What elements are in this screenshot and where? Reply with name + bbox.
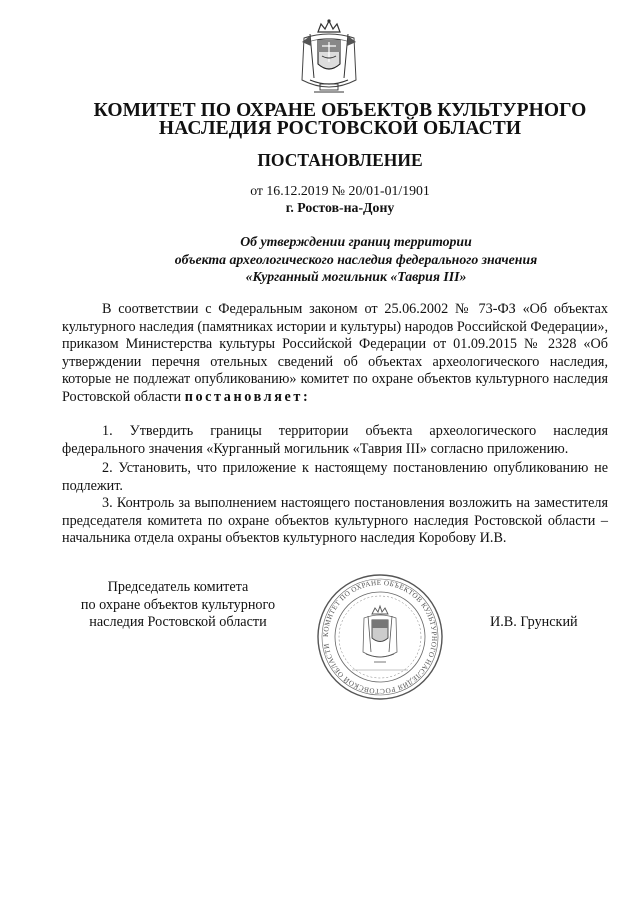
document-city: г. Ростов-на-Дону: [285, 200, 395, 215]
signatory-name: И.В. Грунский: [490, 614, 578, 630]
document-type: ПОСТАНОВЛЕНИЕ: [257, 150, 423, 170]
resolve-word: постановляет:: [184, 388, 311, 405]
intro-paragraph: [62, 301, 608, 406]
signatory-title-line3: наследия Ростовской области: [89, 614, 267, 630]
signatory-title: [68, 579, 288, 632]
official-seal-stamp: [314, 572, 446, 702]
organization-name-line1: КОМИТЕТ ПО ОХРАНЕ ОБЪЕКТОВ КУЛЬТУРНОГО: [93, 100, 587, 121]
signatory-title-line1: Председатель комитета: [107, 579, 249, 595]
svg-text:КОМИТЕТ ПО ОХРАНЕ ОБЪЕКТОВ КУЛ: КОМИТЕТ ПО ОХРАНЕ ОБЪЕКТОВ КУЛЬТУРНОГО НАСЛЕДИЯ РОСТОВСКОЙ ОБЛАСТИ: [321, 578, 439, 696]
coat-of-arms-emblem: [296, 18, 362, 100]
subject-line1: Об утверждении границ территории: [240, 234, 472, 249]
document-date-number: от 16.12.2019 № 20/01-01/1901: [250, 183, 430, 198]
organization-name-line2: НАСЛЕДИЯ РОСТОВСКОЙ ОБЛАСТИ: [158, 118, 522, 139]
intro-text: В соответствии с Федеральным законом от 25.06.2002 № 73-ФЗ «Об объектах культурного наследия (памятниках истории и культуры) народов Российской Федерации», приказом Министерства культуры Российской Федерации от 01.09.2015 № 2328 «Об утверждении перечня отельных сведений об объектах археологического наследия, которые не подлежат опубликованию» комитет по охране объектов культурного наследия Ростовской области: [62, 301, 609, 405]
subject-line3: «Курганный могильник «Таврия III»: [245, 269, 467, 284]
subject-line2: объекта археологического наследия федерального значения: [174, 252, 538, 267]
clause-2: 2. Установить, что приложение к настоящему постановлению опубликованию не подлежит.: [62, 460, 608, 494]
clause-3: 3. Контроль за выполнением настоящего постановления возложить на заместителя председателя комитета по охране объектов культурного наследия Ростовской области – начальника отдела охраны объектов культурного наследия Коробову И.В.: [62, 495, 608, 546]
signatory-title-line2: по охране объектов культурного: [80, 596, 276, 613]
clause-1: 1. Утвердить границы территории объекта археологического наследия федерального значения «Курганный могильник «Таврия III» согласно приложению.: [62, 423, 608, 457]
